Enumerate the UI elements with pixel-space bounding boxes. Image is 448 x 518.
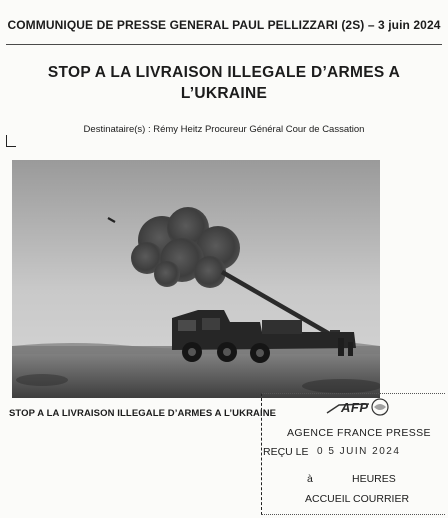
stamp-courrier-label: ACCUEIL COURRIER bbox=[305, 493, 410, 505]
photo-caption: STOP A LA LIVRAISON ILLEGALE D’ARMES A L’UKRAINE bbox=[9, 408, 277, 419]
stamp-recu-label: REÇU LE bbox=[263, 446, 309, 458]
header-rule bbox=[6, 44, 442, 45]
header-text: COMMUNIQUE DE PRESSE GENERAL PAUL PELLIZZARI (2S) – 3 juin 2024 bbox=[7, 18, 441, 32]
afp-logo-text: AFP bbox=[341, 400, 369, 415]
artillery-photo bbox=[12, 160, 380, 398]
afp-logo bbox=[325, 396, 391, 418]
page-title-line-1: STOP A LA LIVRAISON ILLEGALE D’ARMES A bbox=[47, 64, 401, 81]
corner-mark bbox=[6, 135, 16, 147]
reception-stamp bbox=[261, 393, 447, 516]
stamp-recu-date: 0 5 JUIN 2024 bbox=[317, 446, 401, 457]
recipient-line: Destinataire(s) : Rémy Heitz Procureur Général Cour de Cassation bbox=[83, 124, 365, 135]
stamp-a-label: à bbox=[307, 473, 313, 485]
page-title-line-2: L’UKRAINE bbox=[180, 85, 268, 102]
stamp-heures-label: HEURES bbox=[352, 473, 396, 485]
stamp-agency: AGENCE FRANCE PRESSE bbox=[287, 427, 431, 439]
